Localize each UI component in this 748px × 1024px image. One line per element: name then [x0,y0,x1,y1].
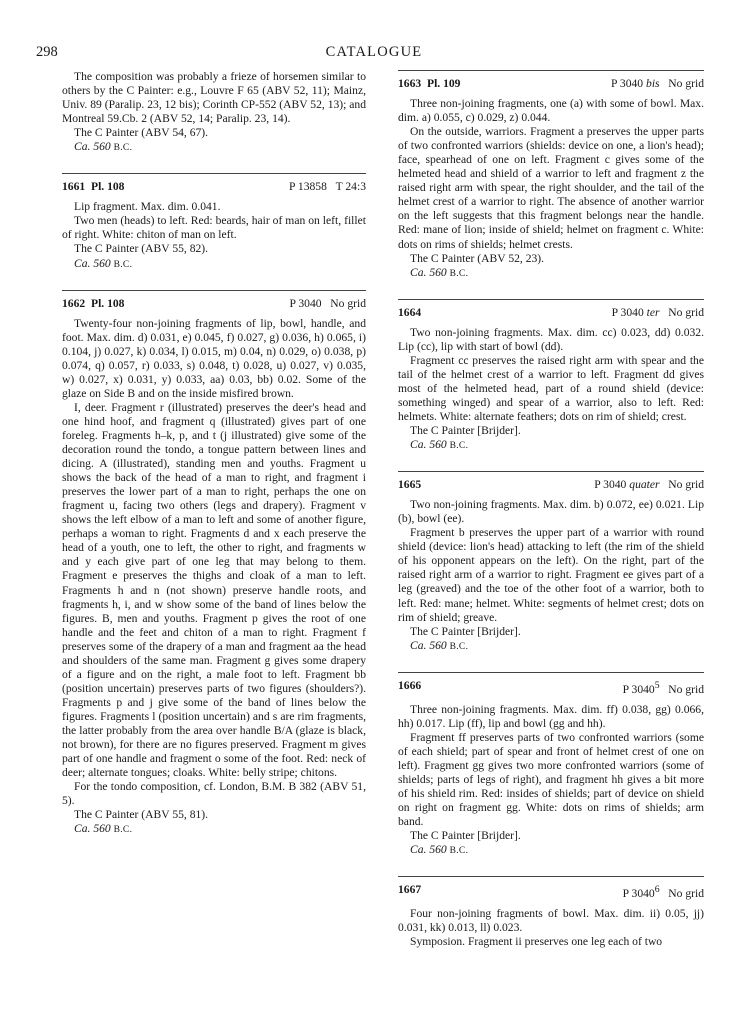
inventory-number: P 13858 [289,180,327,194]
entry-description: Four non-joining fragments of bowl. Max. dim. ii) 0.05, jj) 0.031, kk) 0.013, ll) 0.023. [398,907,704,935]
grid-ref: T 24:3 [335,180,366,194]
date-line: Ca. 560 B.C. [410,438,469,452]
entry-body: Fragment b preserves the upper part of a warrior with round shield (device: lion's head) attacking to left (the rim of the shield of his opponent appears on the left). On the right, part of the raised right arm of a warrior to right. Fragment ee gives part of a leg (greaved) and the toe of the other foot of a warrior, both to left. Red: mane; helmet. White: segments of helmet crest; dots on rim of shield; greave. [398,526,704,624]
entry-divider [398,299,704,300]
catalogue-entry-1666 [398,672,704,858]
date-line: Ca. 560 B.C. [74,256,133,270]
attribution: The C Painter (ABV 55, 82). [74,242,209,256]
entry-description: Three non-joining fragments, one (a) with some of bowl. Max. dim. a) 0.055, c) 0.029, z) 0.044. [398,97,704,125]
catalogue-entry-1665 [398,471,704,654]
attribution: The C Painter (ABV 54, 67). [74,126,209,140]
attribution: The C Painter [Brijder]. [410,624,521,638]
entry-body: On the outside, warriors. Fragment a preserves the upper parts of two confronted warriors (shields: device on one, a lion's head); face, spearhead of one on left. Fragment c gives some of the helmeted head and shield of a warrior to left and fragment z the raised right arm with spear, the right shoulder, and the tail of the helmet crest of a warrior to right. The absence of another warrior on the left suggests that this fragment belongs near the handle. Red: mane of lion; inside of shield; helmet on fragment c. White: dots on rims of shields; helmet crests. [398,125,704,251]
entry-description: Three non-joining fragments. Max. dim. ff) 0.038, gg) 0.066, hh) 0.017. Lip (ff), lip and bowl (gg and hh). [398,702,704,730]
entry-body: Symposion. Fragment ii preserves one leg each of two [410,935,663,949]
date-line: Ca. 560 B.C. [74,140,133,154]
entry-number: 1667 [398,883,422,897]
grid-ref: No grid [668,77,704,90]
plate-ref: Pl. 108 [90,296,125,310]
grid-ref: No grid [668,886,704,900]
inventory-superscript: 5 [654,679,660,691]
date-line: Ca. 560 B.C. [74,822,133,836]
date-line: Ca. 560 B.C. [410,265,469,279]
entry-number: 1662 [62,296,86,310]
entry-number: 1661 [62,180,86,194]
plate-ref: Pl. 108 [90,180,125,194]
grid-ref: No grid [668,478,704,492]
catalogue-entry-1661 [62,173,366,271]
entry-divider [62,290,366,291]
inventory-number: P 3040 [289,296,322,310]
entry-body: Fragment cc preserves the raised right arm with spear and the tail of the helmet crest of a warrior to left. Fragment dd gives most of the helmeted head, part of a round shield (device: something winged) and spear of a warrior, also to left. Red: helmets. White: alternate feathers; dots on rim of shield; crest. [398,353,704,423]
attribution: The C Painter [Brijder]. [410,424,521,438]
catalogue-entry-1662 [62,290,366,838]
intro-paragraph: The composition was probably a frieze of horsemen similar to others by the C Painter: e.g., Louvre F 65 (ABV 52, 11); Mainz, Univ. 89 (Paralip. 23, 12 bis); Corinth CP-552 (ABV 52, 13); and Montreal 59.Cb. 2 (ABV 52, 14; Paralip. 23, 14). [62,70,367,126]
inventory-number: P 3040 [611,305,644,319]
inventory-suffix: ter [646,305,660,319]
grid-ref: No grid [668,682,704,696]
inventory-number: P 3040 [622,682,655,696]
attribution: The C Painter [Brijder]. [410,829,521,843]
entry-heading [398,478,704,492]
entry-body: Two men (heads) to left. Red: beards, hair of man on left, fillet of right. White: chiton of man on left. [62,214,366,242]
entry-description: Lip fragment. Max. dim. 0.041. [74,200,221,214]
entry-heading [62,180,366,194]
attribution: The C Painter (ABV 52, 23). [410,251,545,265]
entry-divider [398,70,704,71]
catalogue-entry-1664 [398,299,704,453]
entry-description: Two non-joining fragments. Max. dim. b) 0.072, ee) 0.021. Lip (b), bowl (ee). [398,498,704,526]
catalogue-entry-1663 [398,70,704,281]
entry-divider [398,876,704,877]
entry-description: Twenty-four non-joining fragments of lip, bowl, handle, and foot. Max. dim. d) 0.031, e) 0.045, f) 0.027, g) 0.036, h) 0.065, i) 0.104, j) 0.027, k) 0.034, l) 0.015, m) 0.04, n) 0.029, o) 0.038, p) 0.074, q) 0.057, r) 0.033, s) 0.048, t) 0.028, u) 0.027, v) 0.035, w) 0.027, x) 0.031, y) 0.033, aa) 0.03, bb) 0.02. Some of the glaze on Side B and on the inside misfired brown. [62,316,366,400]
grid-ref: No grid [330,296,366,310]
intro-block [62,70,366,155]
entry-heading [398,77,704,91]
plate-ref: Pl. 109 [426,77,461,90]
entry-divider [62,173,366,174]
left-column [62,70,366,837]
attribution: The C Painter (ABV 55, 81). [74,808,209,822]
entry-heading [398,679,704,697]
inventory-number: P 3040 [611,77,644,90]
entry-divider [398,471,704,472]
page-number: 298 [36,44,58,60]
entry-number: 1664 [398,305,422,319]
grid-ref: No grid [668,305,704,319]
entry-heading [398,306,704,320]
inventory-suffix: bis [646,77,660,90]
running-title: CATALOGUE [325,44,423,60]
entry-heading [398,883,704,901]
entry-divider [398,672,704,673]
entry-number: 1665 [398,478,422,492]
date-line: Ca. 560 B.C. [410,843,469,857]
entry-heading [62,297,366,311]
entry-description: Two non-joining fragments. Max. dim. cc) 0.023, dd) 0.032. Lip (cc), lip with start of bowl (dd). [398,325,704,353]
page-header [0,44,748,64]
entry-body: I, deer. Fragment r (illustrated) preserves the deer's head and one hind hoof, and fragment q (illustrated) gives part of one foreleg. Fragments h–k, p, and t (j illustrated) give some of the decoration round the tondo, a tongue pattern between lines and dicing. A (illustrated), standing men and youths. Fragment u shows the back of the head of a man to right, and fragment i preserves the lower part of a man to right, perhaps the one on fragment u, facing two others (legs and drapery). Fragment v shows the left elbow of a man to left and some of another figure, perhaps a woman to right. Fragments d and x each preserve the head of a youth, one to left, the other to right, and fragments w and y each give part of one leg that may belong to them. Fragment e preserves the thighs and cloak of a man to left. Fragments h and n (not shown) preserve handle roots, and fragments h, i, and w show some of the band of lines below the figures. B, men and youths. Fragment p gives the root of one handle and the feet and chiton of a man to right. Fragment f preserves some of the drapery of a man and fragment aa the head and shoulders of the same man. Fragment g gives some drapery of a figure and on the right, a male foot to left. Fragment bb (position uncertain) preserves parts of two figures (shoulders?). Fragments p and j give some of the band of lines below the figures. Fragments l (position uncertain) and s are rim fragments, the latter probably from the area over handle B/A (glaze is black, not brown), for there are no figures preserved. Fragment m gives part of one handle and fragment o some of the foot. Red: neck of deer; alternate tongues; cloaks. White: belly stripe; chitons. [62,400,366,780]
entry-number: 1666 [398,678,422,692]
entry-body: Fragment ff preserves parts of two confronted warriors (some of each shield; part of spear and front of helmet crest of one on left). Fragment gg gives two more confronted warriors (some of shields; parts of legs of right), and fragment hh gives a bit more of his shield rim. Red: insides of shields; part of device on shield on right on fragment gg. White: dots on rims of shields; arm band. [398,730,704,828]
inventory-suffix: quater [629,478,660,492]
inventory-number: P 3040 [594,478,627,492]
entry-number: 1663 [398,77,422,90]
inventory-number: P 3040 [622,886,655,900]
inventory-superscript: 6 [654,884,660,896]
date-line: Ca. 560 B.C. [410,638,469,652]
entry-comparison: For the tondo composition, cf. London, B.M. B 382 (ABV 51, 5). [62,780,366,808]
catalogue-entry-1667 [398,876,704,949]
right-column [398,70,704,949]
